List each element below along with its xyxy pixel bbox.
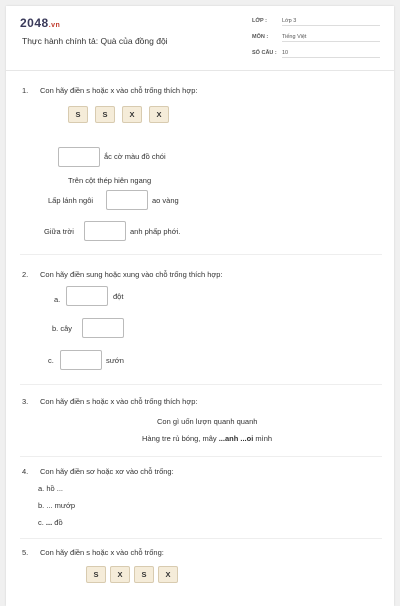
q2-a-after: đột [113, 292, 124, 301]
question-5-prompt: 5. Con hãy điền s hoặc x vào chỗ trống: [22, 548, 164, 557]
q5-choice-x-1[interactable]: X [110, 566, 130, 583]
site-logo[interactable]: 2048.vn [20, 16, 61, 30]
divider [20, 456, 382, 457]
q5-choice-s-1[interactable]: S [86, 566, 106, 583]
q1-blank-3[interactable] [84, 221, 126, 241]
q1-line3-after: ao vàng [152, 196, 179, 205]
q2-blank-a[interactable] [66, 286, 108, 306]
q3-line1-text: Con gì uốn lượn quanh quanh [157, 417, 258, 426]
q1-line3-before: Lấp lánh ngôi [48, 196, 94, 205]
q1-choice-s-1[interactable]: S [68, 106, 88, 123]
q2-a-label: a. [54, 295, 61, 304]
q1-line1-text: ắc cờ màu đồ chói [104, 152, 166, 161]
q2-b-label: b. cây [52, 324, 73, 333]
question-4-prompt: 4. Con hãy điền sơ hoặc xơ vào chỗ trống: [22, 467, 174, 476]
q2-c-after: sướn [106, 356, 124, 365]
q1-line4-before: Giữa trời [44, 227, 74, 236]
divider [20, 254, 382, 255]
meta-subject: MÔN : Tiếng Việt [252, 32, 382, 44]
q2-blank-b[interactable] [82, 318, 124, 338]
q1-choice-x-2[interactable]: X [149, 106, 169, 123]
meta-question-count: SỐ CÂU : 10 [252, 48, 382, 60]
q2-c-label: c. [48, 356, 54, 365]
q3-line2-text: Hàng tre rủ bóng, mây ...anh ...oi mình [142, 434, 273, 443]
q1-line4-after: anh phấp phới. [130, 227, 181, 236]
q4-item-a: a. hồ ... [38, 484, 64, 493]
question-3-prompt: 3. Con hãy điền s hoặc x vào chỗ trống thích hợp: [22, 397, 198, 406]
q2-blank-c[interactable] [60, 350, 102, 370]
divider [20, 384, 382, 385]
q5-choice-x-2[interactable]: X [158, 566, 178, 583]
q5-choice-s-2[interactable]: S [134, 566, 154, 583]
question-2-prompt: 2. Con hãy điền sung hoặc xung vào chỗ trống thích hợp: [22, 270, 223, 279]
worksheet-header [6, 6, 394, 71]
question-1-prompt: 1. Con hãy điền s hoặc x vào chỗ trống thích hợp: [22, 86, 198, 95]
q4-item-c: c. ... đồ [38, 518, 63, 527]
divider [20, 538, 382, 539]
q4-item-b: b. ... mướp [38, 501, 76, 510]
q1-choice-s-2[interactable]: S [95, 106, 115, 123]
meta-class: LỚP : Lớp 3 [252, 16, 382, 28]
q1-choice-x-1[interactable]: X [122, 106, 142, 123]
worksheet-title: Thực hành chính tả: Quà của đồng đội [22, 36, 168, 46]
q1-blank-1[interactable] [58, 147, 100, 167]
worksheet-page [6, 6, 394, 606]
q1-blank-2[interactable] [106, 190, 148, 210]
q1-line2-text: Trên cột thép hiên ngang [68, 176, 152, 185]
